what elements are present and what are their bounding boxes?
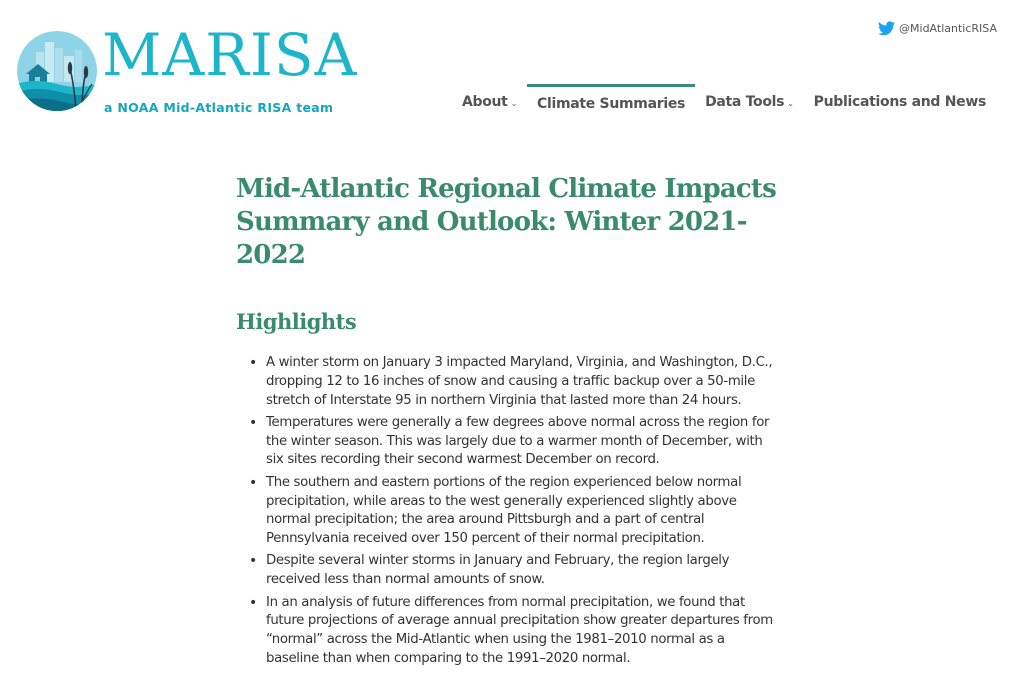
list-item: • In an analysis of future differences from normal precipitation, we found that future projections of average annual precipitation show greater departures from “normal” across the Mid-Atlantic when using the 1981–2010 normal as a baseline than when comparing to the 1991–2020 normal. bbox=[266, 594, 776, 669]
nav-label-publications-and-news: Publications and News bbox=[813, 94, 986, 110]
marisa-logo-icon bbox=[16, 30, 98, 112]
list-item: • Despite several winter storms in January and February, the region largely received less than normal amounts of snow. bbox=[266, 552, 776, 590]
twitter-link[interactable] bbox=[878, 21, 997, 36]
nav-item-data-tools[interactable] bbox=[695, 84, 804, 120]
list-item: • Temperatures were generally a few degrees above normal across the region for the winter season. This was largely due to a warmer month of December, with six sites recording their second warmest December on record. bbox=[266, 414, 776, 470]
nav-item-publications-and-news[interactable] bbox=[804, 84, 996, 120]
nav-label-data-tools: Data Tools bbox=[705, 94, 785, 110]
list-item: • The southern and eastern portions of the region experienced below normal precipitation, while areas to the west generally experienced slightly above normal precipitation; the area around Pittsburgh and a part of central Pennsylvania received over 150 percent of their normal precipitation. bbox=[266, 474, 776, 549]
nav-item-about[interactable] bbox=[452, 84, 527, 120]
highlights-list bbox=[236, 354, 776, 669]
twitter-icon bbox=[878, 21, 895, 36]
logo-wordmark: MARISA bbox=[102, 21, 358, 89]
list-item: • A winter storm on January 3 impacted Maryland, Virginia, and Washington, D.C., dropping 12 to 16 inches of snow and causing a traffic backup over a 50-mile stretch of Interstate 95 in northern Virginia that lasted more than 24 hours. bbox=[266, 354, 776, 410]
logo-tagline: a NOAA Mid-Atlantic RISA team bbox=[104, 100, 334, 115]
chevron-down-icon: ⌄ bbox=[510, 98, 517, 108]
nav-label-climate-summaries: Climate Summaries bbox=[536, 95, 686, 112]
highlights-heading: Highlights bbox=[236, 309, 357, 334]
site-logo[interactable] bbox=[16, 21, 361, 115]
nav-item-climate-summaries[interactable] bbox=[527, 84, 695, 120]
main-navigation bbox=[452, 84, 996, 120]
main-content bbox=[236, 173, 776, 672]
nav-label-about: About bbox=[461, 94, 508, 110]
chevron-down-icon: ⌄ bbox=[787, 98, 794, 108]
page-title: Mid-Atlantic Regional Climate Impacts Summary and Outlook: Winter 2021-2022 bbox=[236, 174, 776, 270]
twitter-handle: @MidAtlanticRISA bbox=[899, 22, 997, 35]
